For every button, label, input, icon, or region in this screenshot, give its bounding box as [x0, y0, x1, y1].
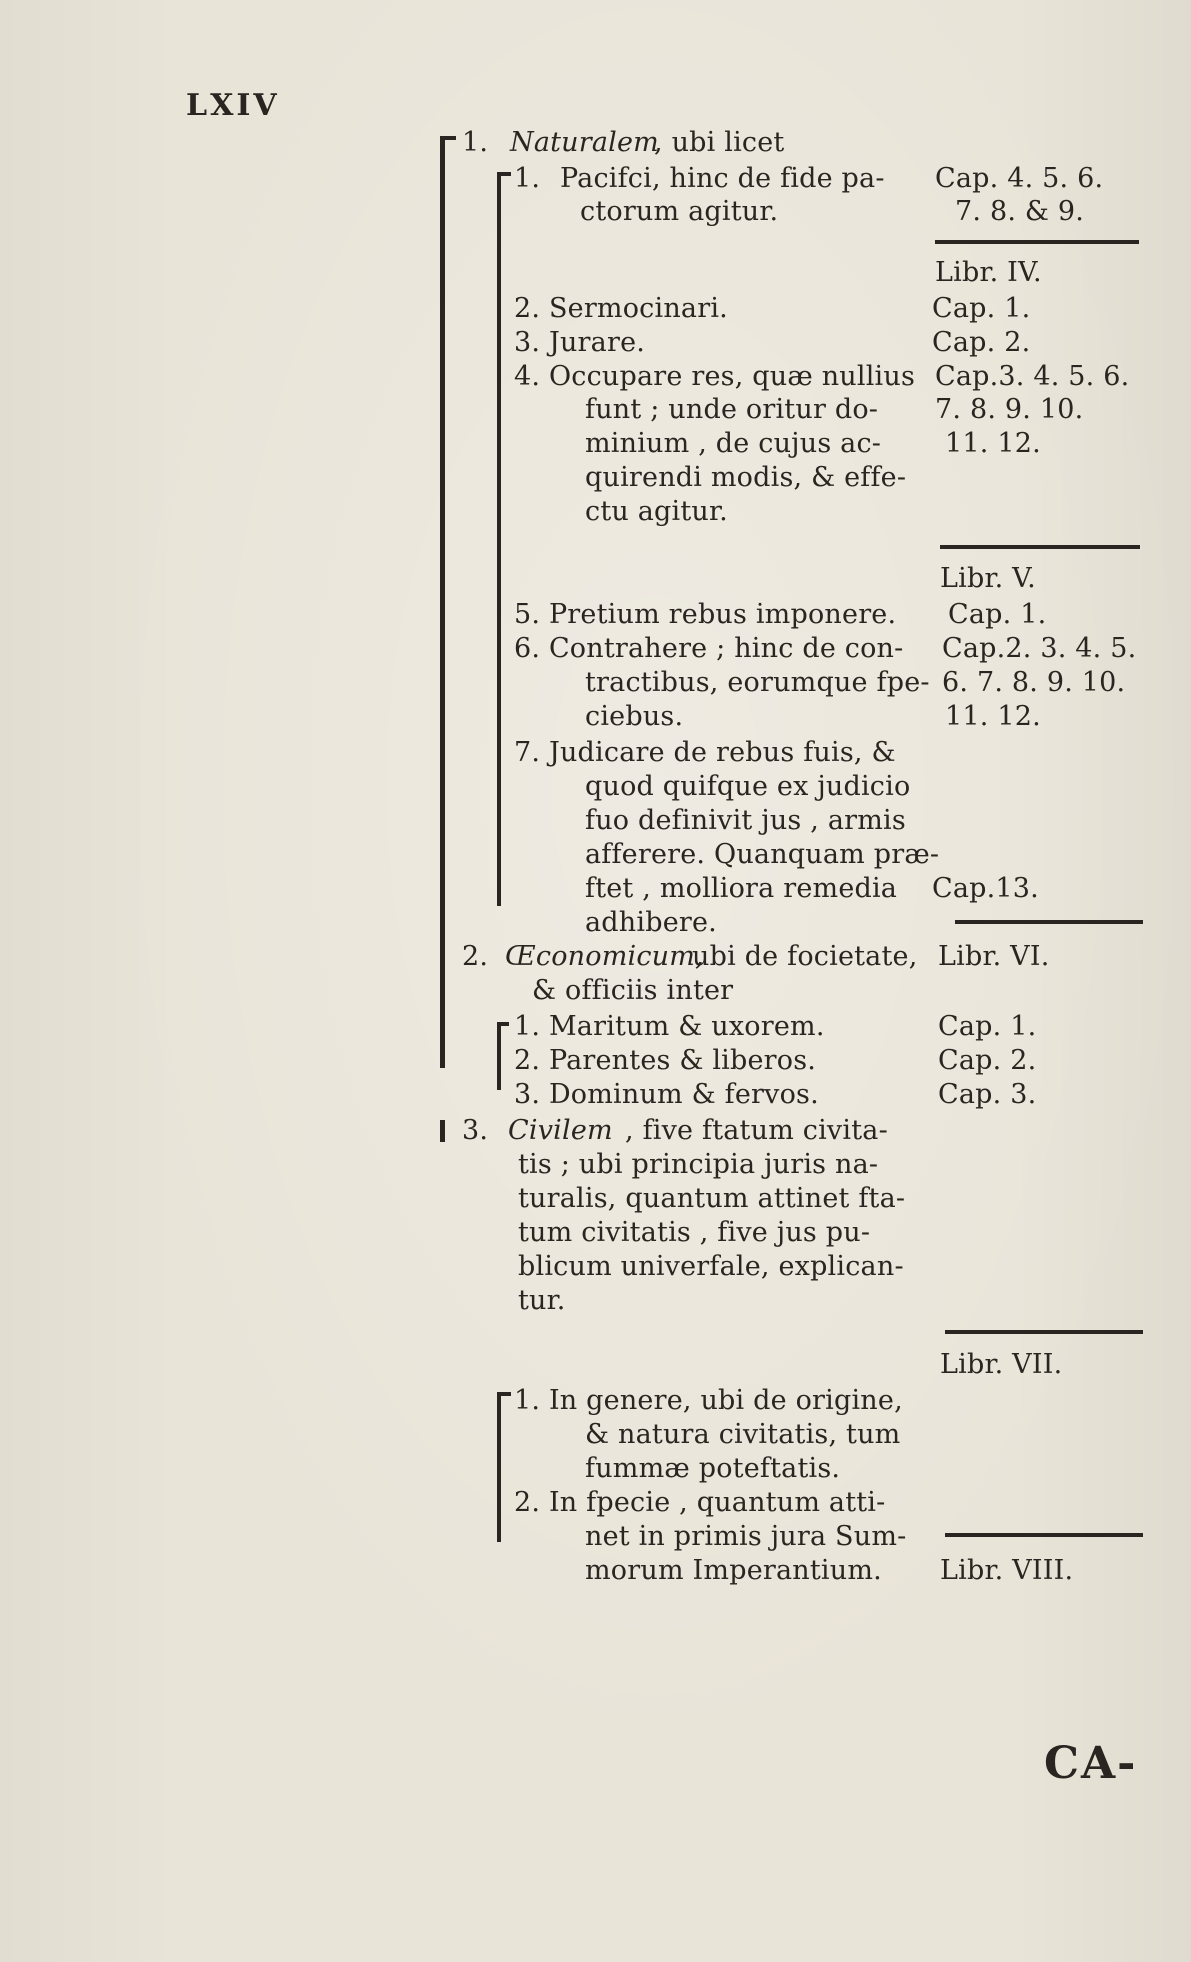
section3-line4: tum civitatis , five jus pu- [518, 1217, 871, 1248]
item1-number: 1. [514, 163, 541, 194]
item2-ref: Cap. 1. [932, 293, 1031, 324]
item1-ref2: 7. 8. & 9. [955, 196, 1085, 227]
section3-line1: , five ftatum civita- [625, 1115, 888, 1146]
item1-line1: Pacifci, hinc de fide pa- [560, 163, 885, 194]
outer-bracket-top-hook [440, 136, 456, 140]
item6-line2: tractibus, eorumque fpe- [585, 667, 930, 698]
rule-libr4 [935, 240, 1139, 244]
section3-line6: tur. [518, 1285, 566, 1316]
item7-line3: fuo definivit jus , armis [585, 805, 906, 836]
section1-bracket [497, 174, 501, 906]
section1-bracket-top-hook [497, 172, 511, 176]
item1-ref1: Cap. 4. 5. 6. [935, 163, 1104, 194]
section3-bracket-top-hook [497, 1392, 511, 1396]
section2-bracket [497, 1024, 501, 1090]
rule-libr6 [955, 920, 1143, 924]
section3-item1-line2: & natura civitatis, tum [585, 1419, 901, 1450]
item6-ref1: Cap.2. 3. 4. 5. [942, 633, 1137, 664]
section3-item2-line1: 2. In fpecie , quantum atti- [514, 1487, 886, 1518]
libr7-label: Libr. VII. [940, 1349, 1063, 1380]
outer-bracket-bottom-hook [440, 1120, 445, 1142]
section1-rest: , ubi licet [654, 127, 785, 158]
rule-libr8 [945, 1533, 1143, 1537]
section3-item1-line3: fummæ poteftatis. [585, 1453, 841, 1484]
section3-title: Civilem [508, 1115, 613, 1146]
outer-bracket [440, 138, 445, 1068]
libr5-label: Libr. V. [940, 563, 1036, 594]
item6-ref3: 11. 12. [945, 701, 1041, 732]
section2-item1: 1. Maritum & uxorem. [514, 1011, 825, 1042]
section3-line3: turalis, quantum attinet fta- [518, 1183, 906, 1214]
section1-number: 1. [462, 127, 489, 158]
section3-item1-line1: 1. In genere, ubi de origine, [514, 1385, 903, 1416]
item4-ref3: 11. 12. [945, 428, 1041, 459]
section2-rest: ubi de focietate, [692, 941, 918, 972]
item4-line2: funt ; unde oritur do- [585, 394, 879, 425]
item7-line5: ftet , molliora remedia [585, 873, 898, 904]
section2-title: Œconomicum, [505, 941, 704, 972]
item7-line4: afferere. Quanquam præ- [585, 839, 940, 870]
section3-item2-line2: net in primis jura Sum- [585, 1521, 907, 1552]
item4-ref2: 7. 8. 9. 10. [935, 394, 1084, 425]
item3: 3. Jurare. [514, 327, 646, 358]
item7-line6: adhibere. [585, 907, 717, 938]
item4-ref1: Cap.3. 4. 5. 6. [935, 361, 1130, 392]
item7-ref: Cap.13. [932, 873, 1039, 904]
item3-ref: Cap. 2. [932, 327, 1031, 358]
libr8-label: Libr. VIII. [940, 1555, 1074, 1586]
rule-libr5 [940, 545, 1140, 549]
item5-ref: Cap. 1. [948, 599, 1047, 630]
item4-line5: ctu agitur. [585, 496, 728, 527]
section2-item2-ref: Cap. 2. [938, 1045, 1037, 1076]
section2-number: 2. [462, 941, 489, 972]
section3-item2-line3: morum Imperantium. [585, 1555, 882, 1586]
catchword: CA- [1044, 1738, 1138, 1789]
section2-item2: 2. Parentes & liberos. [514, 1045, 817, 1076]
section3-number: 3. [462, 1115, 489, 1146]
page-number: LXIV [186, 88, 280, 123]
section2-item3-ref: Cap. 3. [938, 1079, 1037, 1110]
item4-line4: quirendi modis, & effe- [585, 462, 907, 493]
item6-line1: 6. Contrahere ; hinc de con- [514, 633, 904, 664]
section3-bracket [497, 1394, 501, 1542]
item4-line3: minium , de cujus ac- [585, 428, 882, 459]
section2-bracket-top-hook [497, 1022, 509, 1026]
section3-line2: tis ; ubi principia juris na- [518, 1149, 879, 1180]
rule-libr7 [945, 1330, 1143, 1334]
section1-title: Naturalem [510, 127, 659, 158]
item7-line1: 7. Judicare de rebus fuis, & [514, 737, 896, 768]
section2-ref: Libr. VI. [938, 941, 1050, 972]
section2-item1-ref: Cap. 1. [938, 1011, 1037, 1042]
item4-line1: 4. Occupare res, quæ nullius [514, 361, 916, 392]
item6-ref2: 6. 7. 8. 9. 10. [942, 667, 1126, 698]
section2-line2: & officiis inter [532, 975, 734, 1006]
libr4-label: Libr. IV. [935, 257, 1042, 288]
item6-line3: ciebus. [585, 701, 684, 732]
section3-line5: blicum univerfale, explican- [518, 1251, 904, 1282]
item5: 5. Pretium rebus imponere. [514, 599, 897, 630]
item1-line2: ctorum agitur. [580, 196, 779, 227]
section2-item3: 3. Dominum & fervos. [514, 1079, 819, 1110]
item2: 2. Sermocinari. [514, 293, 728, 324]
item7-line2: quod quifque ex judicio [585, 771, 911, 802]
